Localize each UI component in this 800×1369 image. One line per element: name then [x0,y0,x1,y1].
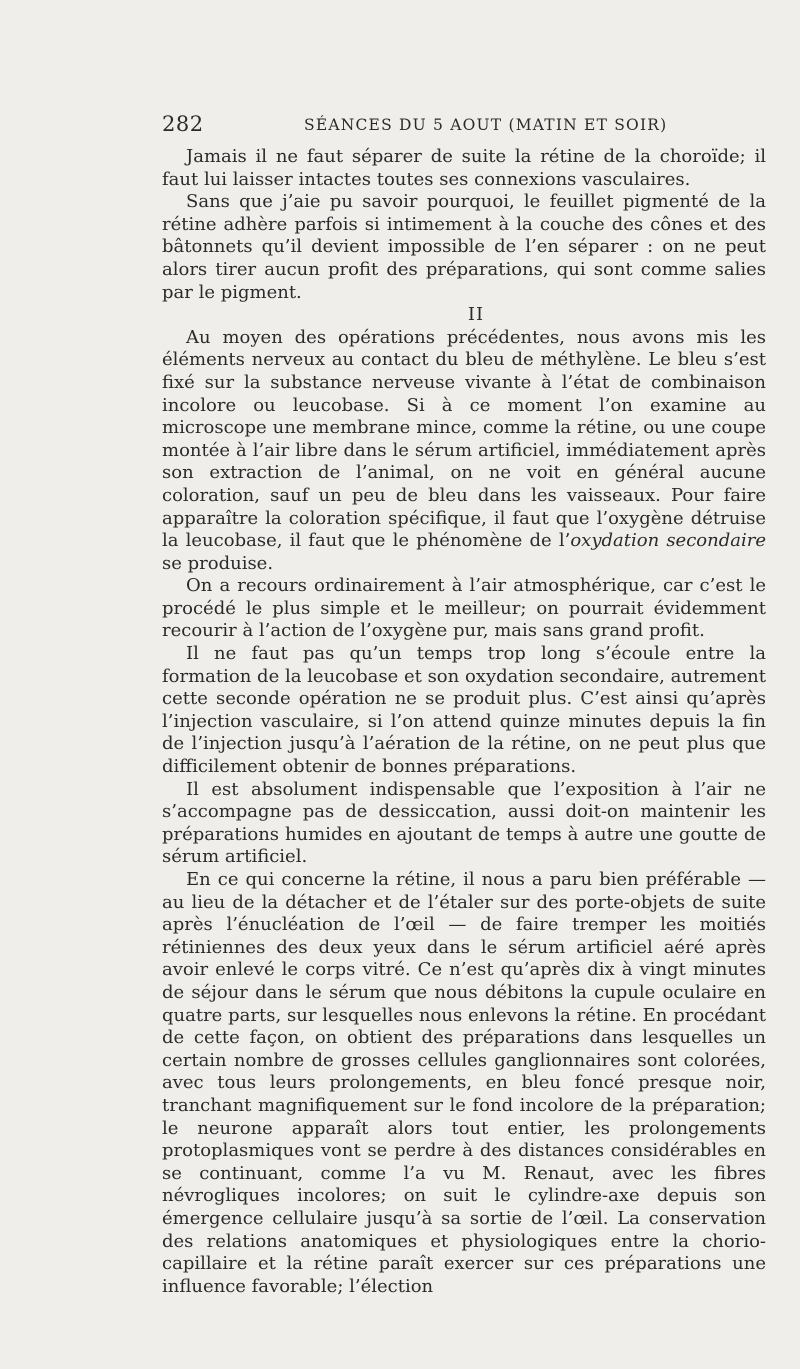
paragraph-5: Il ne faut pas qu’un temps trop long s’écoule entre la formation de la leucobase et son oxydation secondaire, autrement cette seconde opération ne se produit plus. C’est ainsi qu’après l’injection vasculaire, si l’on attend quinze minutes depuis la fin de l’injection jusqu’à l’aération de la rétine, on ne peut plus que difficilement obtenir de bonnes préparations. [162,643,766,778]
paragraph-7: En ce qui concerne la rétine, il nous a paru bien préférable — au lieu de la détacher et de l’étaler sur des porte-objets de suite après l’énucléation de l’œil — de faire tremper les moitiés rétiniennes des deux yeux dans le sérum artificiel aéré après avoir enlevé le corps vitré. Ce n’est qu’après dix à vingt minutes de séjour dans le sérum que nous débitons la cupule oculaire en quatre parts, sur lesquelles nous enlevons la rétine. En procédant de cette façon, on obtient des préparations dans lesquelles un certain nombre de grosses cellules ganglionnaires sont colorées, avec tous leurs prolongements, en bleu foncé presque noir, tranchant magnifiquement sur le fond incolore de la préparation; le neurone apparaît alors tout entier, les prolongements protoplasmiques vont se perdre à des distances considérables en se continuant, comme l’a vu M. Renaut, avec les fibres névrogliques incolores; on suit le cylindre-axe depuis son émergence cellulaire jusqu’à sa sortie de l’œil. La conservation des relations anatomiques et physiologiques entre la chorio-capillaire et la rétine paraît exercer sur ces préparations une influence favorable; l’élection [162,869,766,1297]
paragraph-2: Sans que j’aie pu savoir pourquoi, le feuillet pigmenté de la rétine adhère parfois si intimement à la couche des cônes et des bâtonnets qu’il devient impossible de l’en séparer : on ne peut alors tirer aucun profit des préparations, qui sont comme salies par le pigment. [162,191,766,303]
page-number: 282 [162,112,204,136]
paragraph-3-end: se produise. [162,552,274,574]
running-header [162,112,766,142]
running-title: SÉANCES DU 5 AOUT (MATIN ET SOIR) [304,116,668,134]
paragraph-1: Jamais il ne faut séparer de suite la rétine de la choroïde; il faut lui laisser intactes toutes ses connexions vasculaires. [162,146,766,190]
paragraph-3 [162,327,766,576]
section-heading: II [467,304,485,326]
paragraph-6: Il est absolument indispensable que l’exposition à l’air ne s’accompagne pas de dessiccation, aussi doit-on maintenir les préparations humides en ajoutant de temps à autre une goutte de sérum artificiel. [162,778,766,868]
paragraph-3-text: Au moyen des opérations précédentes, nous avons mis les éléments nerveux au contact du bleu de méthylène. Le bleu s’est fixé sur la substance nerveuse vivante à l’état de combinaison incolore ou leucobase. Si à ce moment l’on examine au microscope une membrane mince, comme la rétine, ou une coupe montée à l’air libre dans le sérum artificiel, immédiatement après son extraction de l’animal, on ne voit en général aucune coloration, sauf un peu de bleu dans les vaisseaux. Pour faire apparaître la coloration spécifique, il faut que l’oxygène détruise la leucobase, il faut que le phénomène de l’ [162,326,766,552]
emphasis-oxydation-secondaire: oxydation secondaire [570,530,766,552]
paragraph-4: On a recours ordinairement à l’air atmosphérique, car c’est le procédé le plus simple et le meilleur; on pourrait évidemment recourir à l’action de l’oxygène pur, mais sans grand profit. [162,575,766,642]
body-text [162,146,766,1298]
